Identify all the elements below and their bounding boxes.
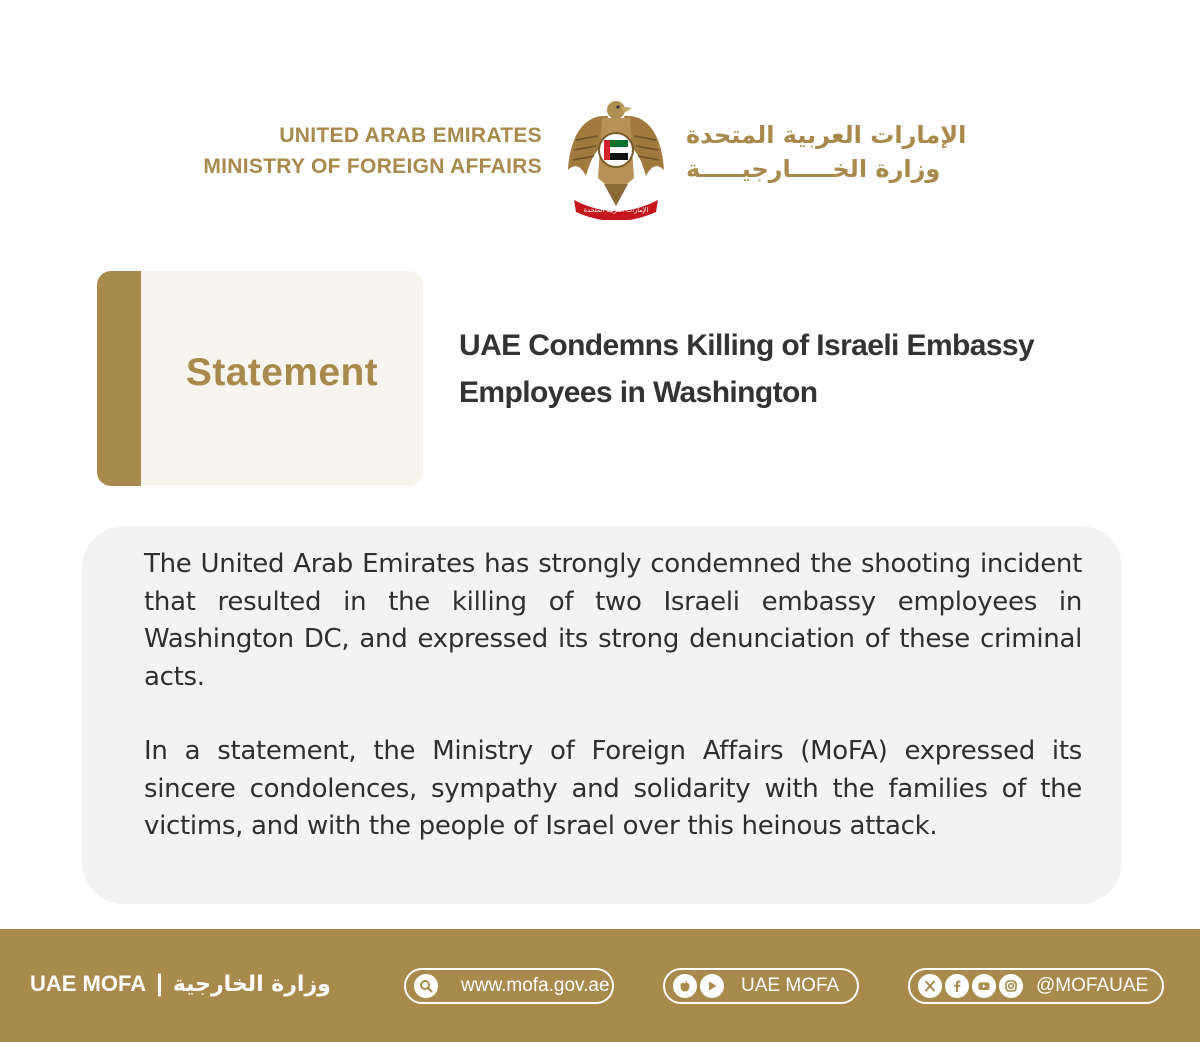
statement-tag-bar (97, 271, 141, 486)
brand-arabic: وزارة الخارجية (172, 971, 331, 997)
play-store-icon (700, 974, 724, 998)
org-ar-line1: الإمارات العربية المتحدة (686, 121, 967, 149)
x-icon[interactable] (918, 974, 942, 998)
social-handle: @MOFAUAE (1036, 975, 1149, 996)
body-text (144, 546, 1082, 846)
footer (0, 929, 1200, 1042)
emblem-scroll-text: الإمارات العربية المتحدة (583, 206, 649, 214)
website-link[interactable] (404, 968, 614, 1004)
youtube-icon[interactable] (972, 974, 996, 998)
org-name-arabic (686, 118, 966, 186)
headline-line2: Employees in Washington (459, 376, 818, 409)
brand-english: UAE MOFA (30, 971, 147, 996)
social-links[interactable] (908, 968, 1164, 1004)
uae-eagle-emblem-icon (564, 96, 668, 220)
org-ar-line2: وزارة الخـــــارجيـــــة (686, 155, 941, 183)
headline (459, 322, 1099, 416)
brand-separator: | (156, 970, 163, 997)
org-en-line1: UNITED ARAB EMIRATES (279, 124, 542, 147)
facebook-icon[interactable] (945, 974, 969, 998)
search-icon (414, 974, 438, 998)
website-url: www.mofa.gov.ae (461, 975, 610, 996)
org-name-english (203, 120, 542, 182)
statement-tag (97, 271, 423, 486)
org-en-line2: MINISTRY OF FOREIGN AFFAIRS (203, 155, 542, 178)
app-label: UAE MOFA (741, 975, 840, 996)
footer-brand (30, 967, 331, 1001)
body-paragraph-2: In a statement, the Ministry of Foreign Affairs (MoFA) expressed its sincere condolences, sympathy and solidarity with the families of the victims, and with the people of Israel over this heinous attack. (144, 736, 1082, 841)
statement-label: Statement (185, 351, 379, 394)
body-paragraph-1: The United Arab Emirates has strongly condemned the shooting incident that resulted in the killing of two Israeli embassy employees in Washington DC, and expressed its strong denunciation of these criminal acts. (144, 549, 1082, 692)
instagram-icon[interactable] (999, 974, 1023, 998)
headline-line1: UAE Condemns Killing of Israeli Embassy (459, 329, 1035, 362)
apple-icon (673, 974, 697, 998)
app-link[interactable] (663, 968, 859, 1004)
